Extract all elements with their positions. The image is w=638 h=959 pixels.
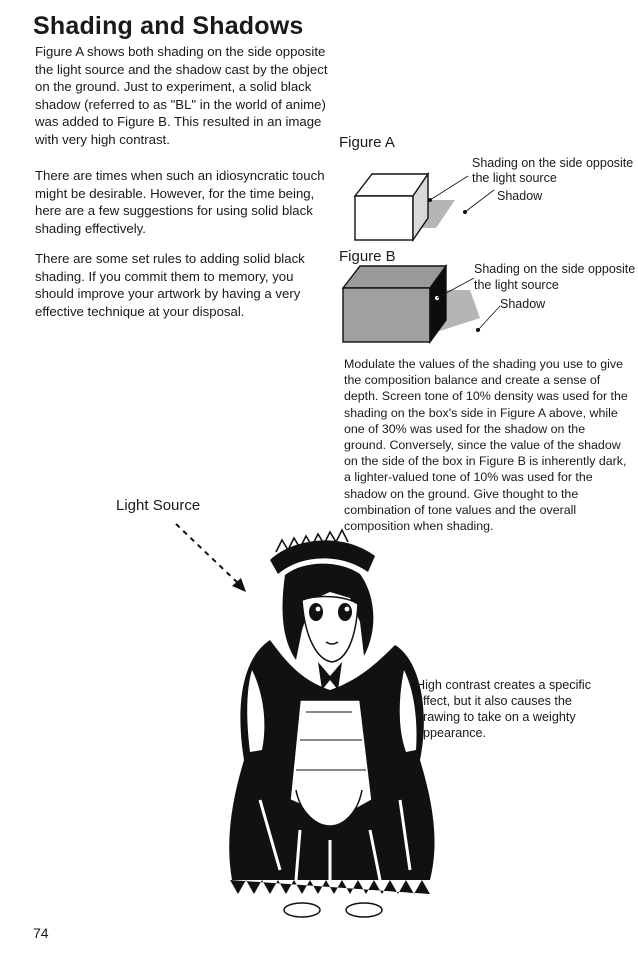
figure-a-shading-callout-line2: the light source bbox=[472, 171, 557, 185]
page-number: 74 bbox=[33, 925, 49, 941]
page-title: Shading and Shadows bbox=[33, 12, 304, 40]
figure-b-box-top bbox=[343, 266, 446, 288]
figure-b-shadow-callout: Shadow bbox=[500, 297, 546, 311]
figure-a-box-front bbox=[355, 196, 413, 240]
idiosyncratic-paragraph: There are times when such an idiosyncratic touch might be desirable. However, for the time being, here are a few suggestions for using solid black shading effectively. bbox=[35, 168, 325, 236]
modulate-paragraph: Modulate the values of the shading you use to give the composition balance and create a sense of depth. Screen tone of 10% density was used for the shading on the box's side in Figure A above, while one of 30% was used for the shadow on the ground. Conversely, since the value of the shadow on the side of the box in Figure B is inherently dark, a lighter-valued tone of 10% was used for the shadow on the ground. Give thought to the combination of tone values and the overall composition when shading. bbox=[344, 357, 628, 534]
figure-b-box-front bbox=[343, 288, 430, 342]
high-contrast-caption: High contrast creates a specific effect, but it also causes the drawing to take on a weighty appearance. bbox=[416, 678, 591, 740]
figure-b-shading-callout-line1: Shading on the side opposite bbox=[474, 262, 636, 276]
figure-b-shading-callout-line2: the light source bbox=[474, 278, 559, 292]
figure-b-label: Figure B bbox=[339, 248, 396, 265]
figure-a-label: Figure A bbox=[339, 134, 395, 151]
maid-illustration bbox=[229, 530, 434, 917]
rules-paragraph: There are some set rules to adding solid black shading. If you commit them to memory, you should improve your artwork by having a very effective technique at your disposal. bbox=[35, 251, 305, 319]
figure-a-shading-callout-line1: Shading on the side opposite bbox=[472, 156, 634, 170]
intro-paragraph: Figure A shows both shading on the side opposite the light source and the shadow cast by the object on the ground. Just to experiment, a solid black shadow (referred to as "BL" in the world of anime) was added to Figure B. This resulted in an image with very high contrast. bbox=[35, 44, 328, 147]
light-source-arrow bbox=[176, 524, 246, 592]
light-source-label: Light Source bbox=[116, 497, 201, 514]
figure-a-shadow-callout: Shadow bbox=[497, 189, 543, 203]
